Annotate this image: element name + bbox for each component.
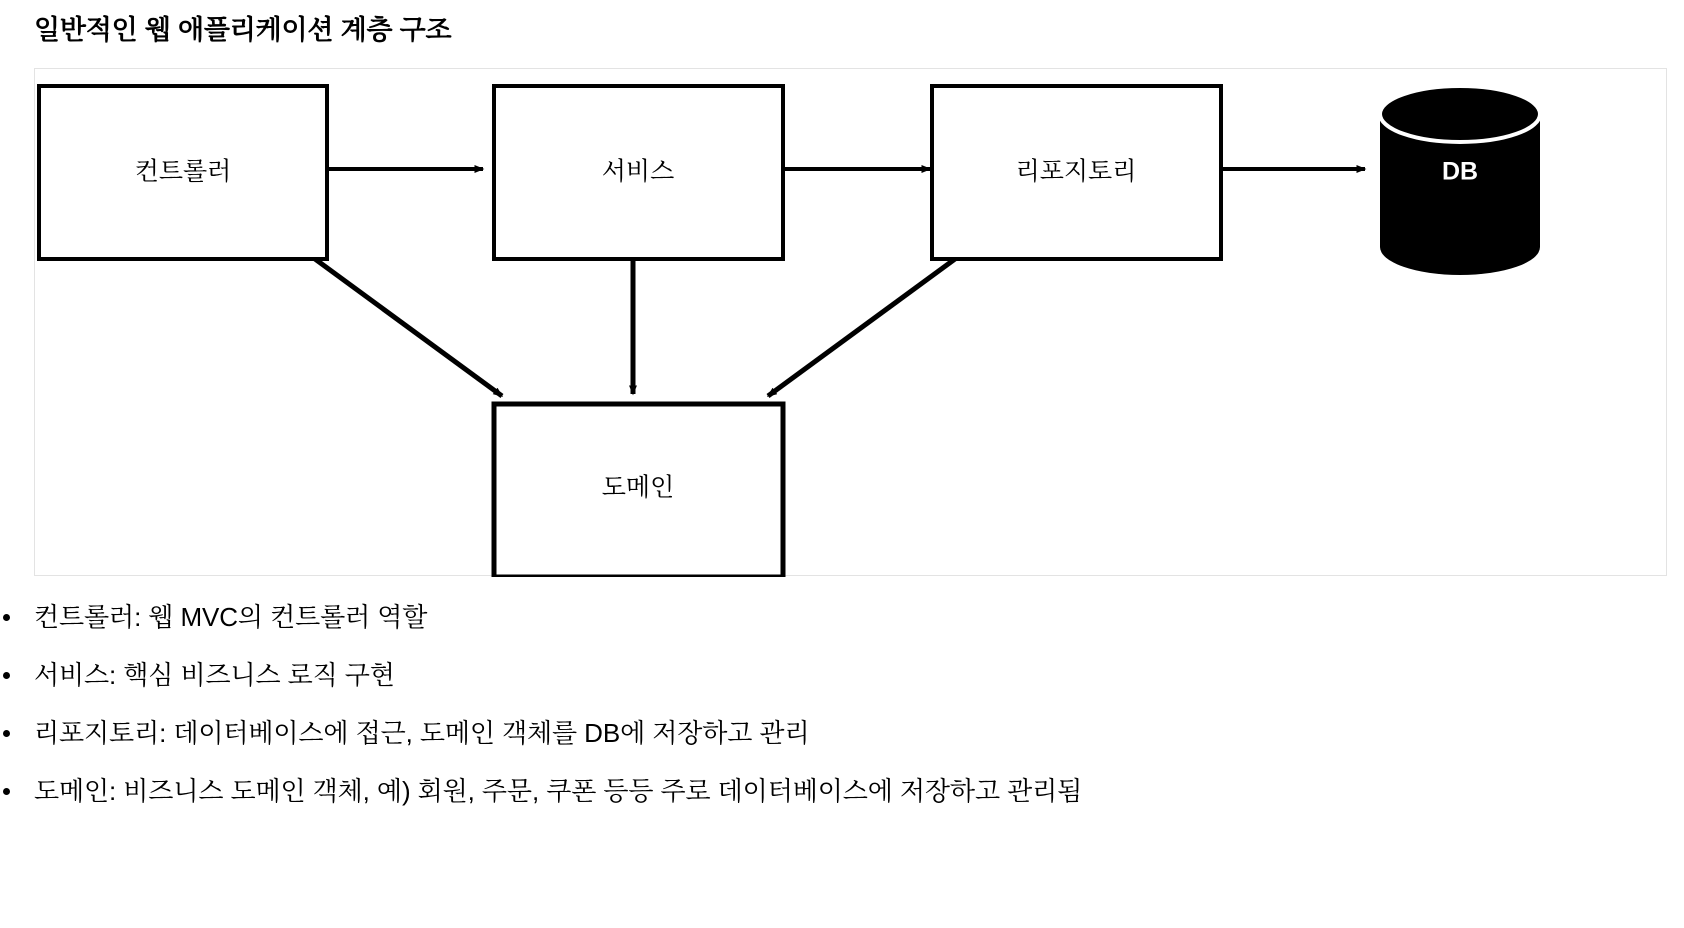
description-list — [0, 588, 1684, 820]
node-domain[interactable] — [494, 404, 783, 577]
list-item-label: 리포지토리: 데이터베이스에 접근, 도메인 객체를 DB에 저장하고 관리 — [34, 718, 810, 748]
layered-architecture-diagram — [35, 69, 1668, 577]
list-item-label: 서비스: 핵심 비즈니스 로직 구현 — [34, 660, 395, 690]
list-item-label: 컨트롤러: 웹 MVC의 컨트롤러 역할 — [34, 602, 428, 632]
list-item — [0, 588, 1684, 646]
node-controller-label: 컨트롤러 — [134, 157, 232, 186]
node-database[interactable] — [1380, 86, 1540, 275]
list-item — [0, 646, 1684, 704]
bullet-icon — [3, 730, 10, 737]
bullet-icon — [3, 672, 10, 679]
list-item-label: 도메인: 비즈니스 도메인 객체, 예) 회원, 주문, 쿠폰 등등 주로 데이터베이스에 저장하고 관리됨 — [34, 776, 1083, 806]
node-controller[interactable] — [39, 86, 327, 259]
page-title: 일반적인 웹 애플리케이션 계층 구조 — [34, 15, 452, 45]
node-repository[interactable] — [932, 86, 1221, 259]
edge-repository-to-domain — [768, 259, 955, 396]
node-repository-label: 리포지토리 — [1015, 157, 1137, 186]
list-item — [0, 762, 1684, 820]
diagram-container — [34, 68, 1667, 576]
edge-controller-to-domain — [315, 259, 502, 396]
bullet-icon — [3, 614, 10, 621]
node-database-label: DB — [1441, 157, 1479, 186]
node-domain-label: 도메인 — [601, 473, 675, 502]
bullet-icon — [3, 788, 10, 795]
node-service-label: 서비스 — [601, 157, 675, 186]
list-item — [0, 704, 1684, 762]
node-service[interactable] — [494, 86, 783, 259]
